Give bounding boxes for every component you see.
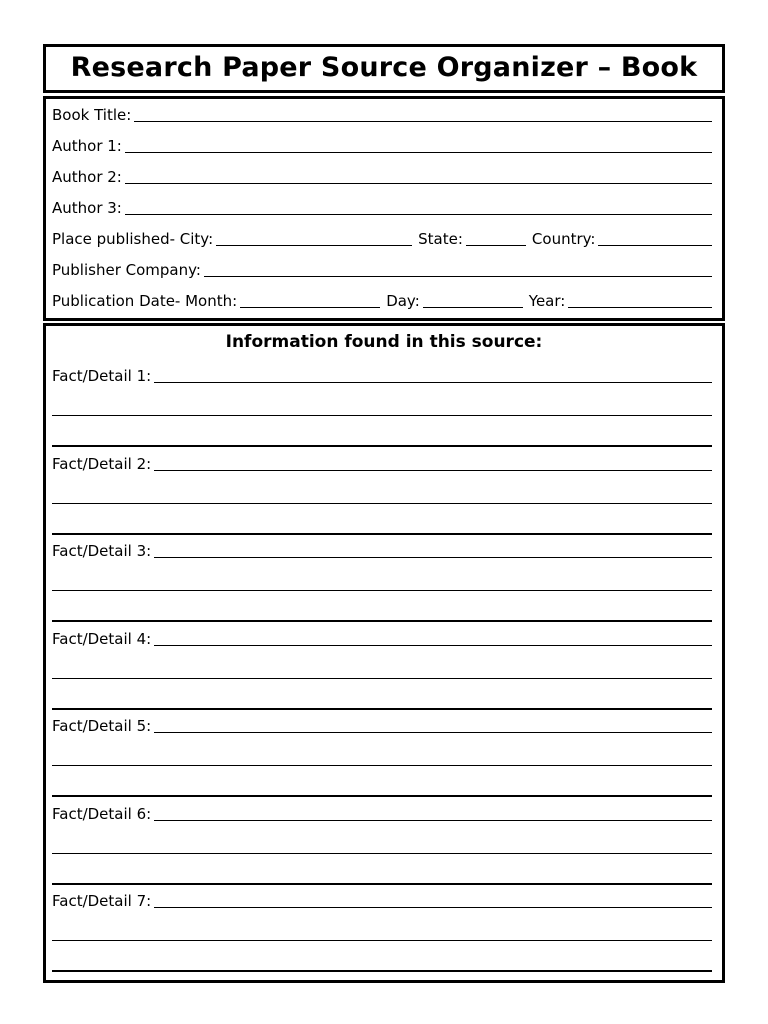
fact-divider bbox=[52, 533, 712, 535]
author2-label: Author 2: bbox=[52, 168, 122, 186]
fact-line[interactable] bbox=[52, 503, 712, 504]
day-label: Day: bbox=[386, 292, 420, 310]
fact-block bbox=[52, 888, 712, 976]
fact-label: Fact/Detail 6: bbox=[52, 805, 152, 823]
author1-row bbox=[52, 133, 712, 155]
fact-field[interactable] bbox=[154, 541, 712, 558]
fact-divider bbox=[52, 620, 712, 622]
month-field[interactable] bbox=[240, 291, 380, 308]
author3-field[interactable] bbox=[125, 198, 712, 215]
fact-label: Fact/Detail 4: bbox=[52, 630, 152, 648]
author2-field[interactable] bbox=[125, 167, 712, 184]
fact-block bbox=[52, 713, 712, 801]
fact-block bbox=[52, 363, 712, 451]
author3-row bbox=[52, 195, 712, 217]
book-title-label: Book Title: bbox=[52, 106, 132, 124]
date-row bbox=[52, 288, 712, 310]
fact-line[interactable] bbox=[52, 590, 712, 591]
fact-label: Fact/Detail 5: bbox=[52, 717, 152, 735]
fact-block bbox=[52, 538, 712, 626]
author1-field[interactable] bbox=[125, 136, 712, 153]
country-label: Country: bbox=[531, 230, 596, 248]
book-title-field[interactable] bbox=[134, 105, 712, 122]
bibliography-section bbox=[43, 96, 725, 321]
fact-label: Fact/Detail 7: bbox=[52, 892, 152, 910]
fact-block bbox=[52, 626, 712, 714]
place-row bbox=[52, 226, 712, 248]
information-heading: Information found in this source: bbox=[225, 332, 543, 352]
fact-divider bbox=[52, 445, 712, 447]
country-field[interactable] bbox=[598, 229, 712, 246]
fact-divider bbox=[52, 970, 712, 972]
state-label: State: bbox=[418, 230, 463, 248]
fact-field[interactable] bbox=[154, 366, 712, 383]
fact-divider bbox=[52, 795, 712, 797]
book-title-row bbox=[52, 102, 712, 124]
year-field[interactable] bbox=[568, 291, 712, 308]
city-label: Place published- City: bbox=[52, 230, 214, 248]
fact-field[interactable] bbox=[154, 454, 712, 471]
fact-divider bbox=[52, 883, 712, 885]
fact-block bbox=[52, 801, 712, 889]
fact-line[interactable] bbox=[52, 765, 712, 766]
page-title: Research Paper Source Organizer – Book bbox=[70, 52, 698, 83]
author1-label: Author 1: bbox=[52, 137, 122, 155]
information-section bbox=[43, 323, 725, 983]
fact-block bbox=[52, 451, 712, 539]
title-box bbox=[43, 44, 725, 93]
fact-label: Fact/Detail 1: bbox=[52, 367, 152, 385]
fact-field[interactable] bbox=[154, 804, 712, 821]
fact-line[interactable] bbox=[52, 678, 712, 679]
day-field[interactable] bbox=[423, 291, 523, 308]
fact-divider bbox=[52, 708, 712, 710]
year-label: Year: bbox=[528, 292, 566, 310]
publisher-label: Publisher Company: bbox=[52, 261, 201, 279]
fact-line[interactable] bbox=[52, 853, 712, 854]
fact-label: Fact/Detail 2: bbox=[52, 455, 152, 473]
fact-field[interactable] bbox=[154, 629, 712, 646]
publisher-field[interactable] bbox=[204, 260, 712, 277]
fact-label: Fact/Detail 3: bbox=[52, 542, 152, 560]
author3-label: Author 3: bbox=[52, 199, 122, 217]
fact-line[interactable] bbox=[52, 415, 712, 416]
fact-field[interactable] bbox=[154, 891, 712, 908]
fact-line[interactable] bbox=[52, 940, 712, 941]
state-field[interactable] bbox=[466, 229, 526, 246]
month-label: Publication Date- Month: bbox=[52, 292, 238, 310]
publisher-row bbox=[52, 257, 712, 279]
author2-row bbox=[52, 164, 712, 186]
fact-field[interactable] bbox=[154, 716, 712, 733]
city-field[interactable] bbox=[216, 229, 412, 246]
